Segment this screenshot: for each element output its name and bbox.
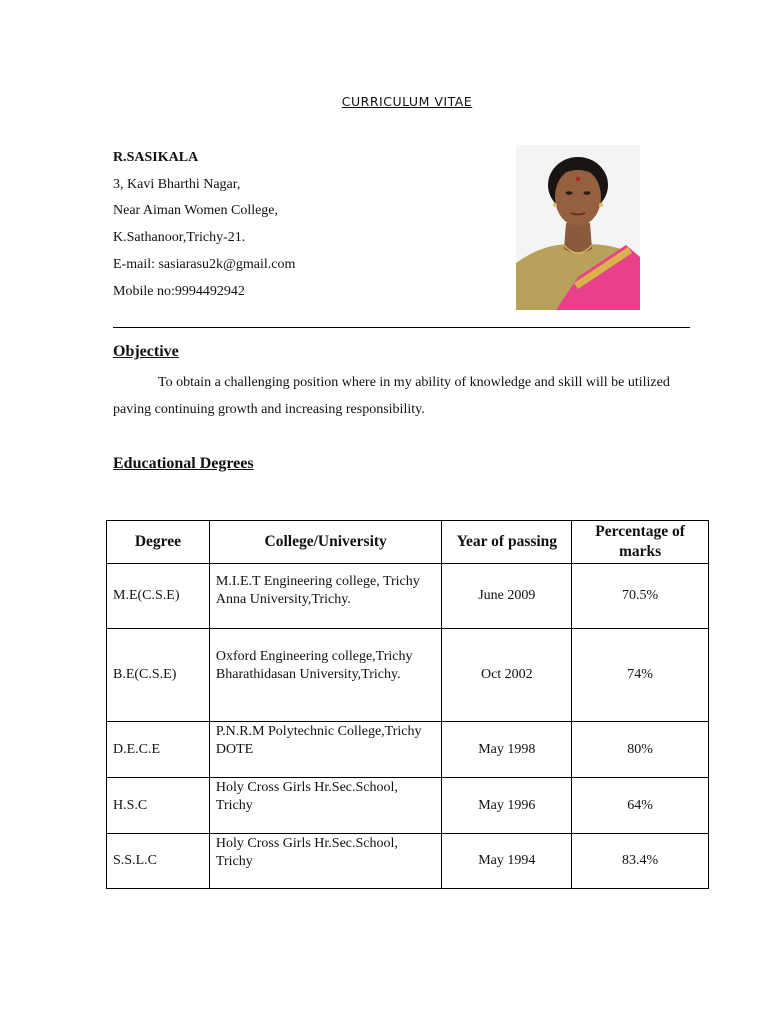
college-line-1: Holy Cross Girls Hr.Sec.School,	[215, 836, 398, 851]
objective-text: To obtain a challenging position where in my ability of knowledge and skill will be utilized paving continuing growth and increasing responsibility.	[113, 375, 670, 417]
degree-cell: B.E(C.S.E)	[107, 629, 210, 722]
college-cell	[209, 778, 442, 834]
table-row	[107, 778, 709, 834]
percentage-cell: 70.5%	[572, 564, 709, 629]
column-header-college: College/University	[209, 521, 442, 564]
portrait-illustration	[516, 145, 640, 310]
college-line-1: Oxford Engineering college,Trichy	[215, 649, 413, 664]
college-cell	[209, 834, 442, 889]
address-line-2: Near Aiman Women College,	[113, 203, 279, 219]
mobile-text: Mobile no:9994492942	[113, 283, 245, 299]
objective-heading: Objective	[113, 343, 179, 360]
degree-cell: H.S.C	[107, 778, 210, 834]
college-line-2: Trichy	[215, 854, 253, 869]
college-line-1: P.N.R.M Polytechnic College,Trichy	[215, 724, 422, 739]
year-cell: May 1998	[442, 722, 572, 778]
table-row	[107, 834, 709, 889]
column-header-degree: Degree	[107, 521, 210, 564]
degree-cell: M.E(C.S.E)	[107, 564, 210, 629]
degree-cell: D.E.C.E	[107, 722, 210, 778]
college-line-2: Trichy	[215, 798, 253, 813]
percentage-cell: 64%	[572, 778, 709, 834]
percentage-cell: 80%	[572, 722, 709, 778]
table-header-row	[107, 521, 709, 564]
table-row	[107, 722, 709, 778]
percentage-cell: 74%	[572, 629, 709, 722]
college-line-2: Anna University,Trichy.	[215, 592, 351, 607]
year-cell: June 2009	[442, 564, 572, 629]
column-header-year: Year of passing	[442, 521, 572, 564]
contact-block	[113, 145, 295, 305]
section-divider	[113, 327, 690, 328]
year-cell: May 1994	[442, 834, 572, 889]
email-text: E-mail: sasiarasu2k@gmail.com	[113, 256, 296, 272]
address-line-3: K.Sathanoor,Trichy-21.	[113, 230, 246, 246]
degree-cell: S.S.L.C	[107, 834, 210, 889]
year-cell: May 1996	[442, 778, 572, 834]
table-row	[107, 629, 709, 722]
college-line-1: M.I.E.T Engineering college, Trichy	[215, 574, 420, 589]
college-line-1: Holy Cross Girls Hr.Sec.School,	[215, 780, 398, 795]
education-heading: Educational Degrees	[113, 455, 254, 472]
document-title: CURRICULUM VITAE	[341, 94, 473, 109]
year-cell: Oct 2002	[442, 629, 572, 722]
college-cell	[209, 722, 442, 778]
column-header-percentage: Percentage of marks	[572, 521, 709, 564]
applicant-name: R.SASIKALA	[113, 150, 199, 165]
college-line-2: Bharathidasan University,Trichy.	[215, 667, 401, 682]
college-line-2: DOTE	[215, 742, 254, 757]
percentage-cell: 83.4%	[572, 834, 709, 889]
address-line-1: 3, Kavi Bharthi Nagar,	[113, 176, 241, 192]
college-cell	[209, 629, 442, 722]
profile-photo	[516, 145, 640, 310]
education-table	[106, 520, 709, 889]
table-row	[107, 564, 709, 629]
college-cell	[209, 564, 442, 629]
